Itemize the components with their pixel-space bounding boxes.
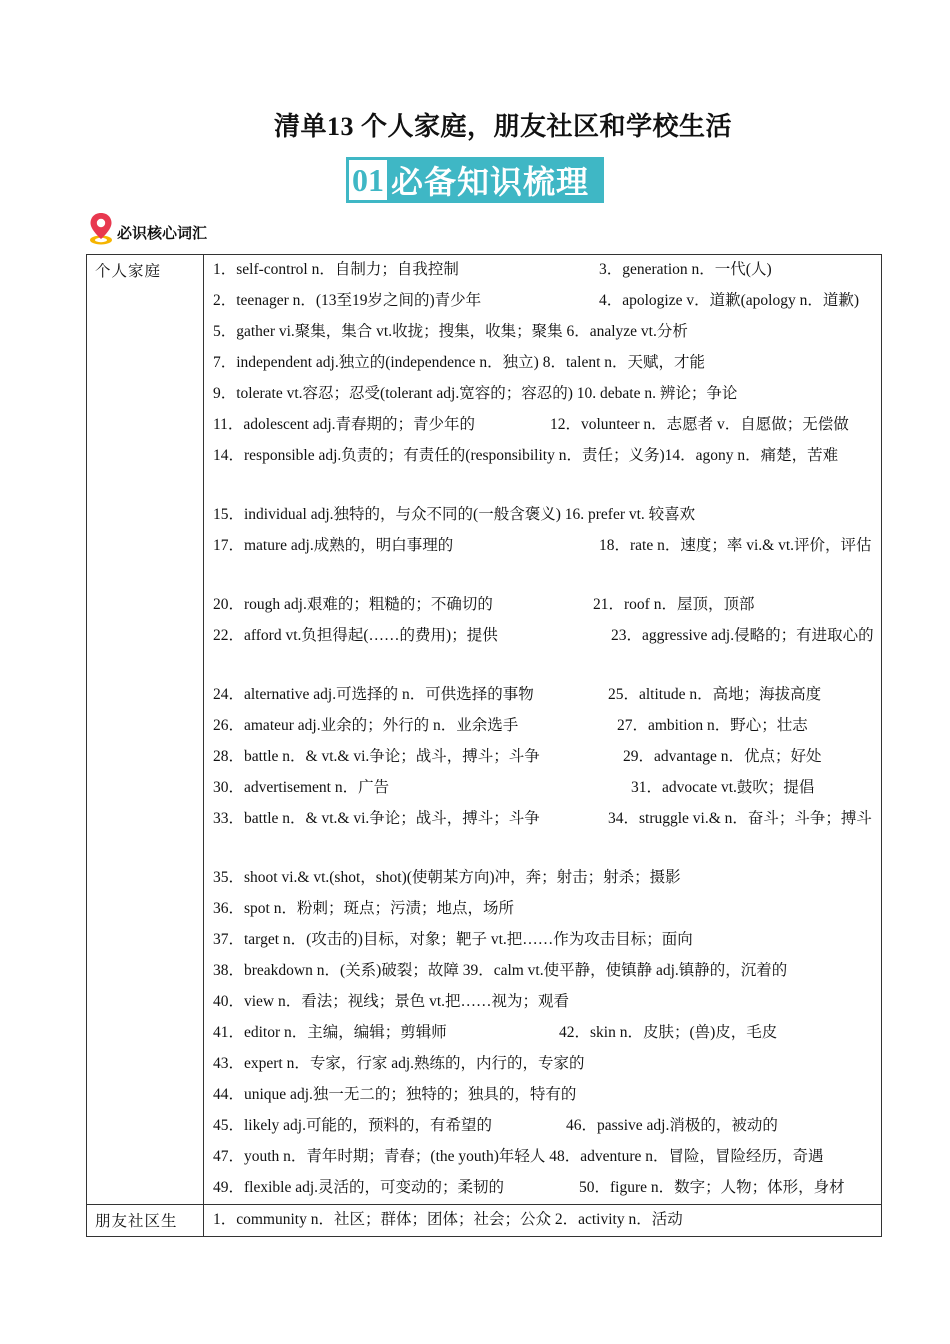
vocab-entry: 15．individual adj.独特的，与众不同的(一般含褒义) 16. prefer vt. 较喜欢	[213, 506, 696, 523]
vocab-entry: 47．youth n．青年时期；青春；(the youth)年轻人 48．adventure n．冒险，冒险经历，奇遇	[213, 1148, 824, 1165]
banner-number: 01	[349, 160, 387, 200]
vocab-entry: 28．battle n．& vt.& vi.争论；战斗，搏斗；斗争	[213, 748, 540, 765]
vocab-entry: 17．mature adj.成熟的，明白事理的	[213, 537, 454, 554]
vocab-entry: 7．independent adj.独立的(independence n．独立) 8．talent n．天赋，才能	[213, 354, 706, 371]
vocab-entry: 14．responsible adj.负责的；有责任的(responsibility n．责任；义务)14．agony n．痛楚，苦难	[213, 447, 839, 464]
vocab-list	[204, 255, 882, 1205]
vocab-entry: 26．amateur adj.业余的；外行的 n．业余选手	[213, 717, 519, 734]
vocab-list	[204, 1205, 882, 1237]
vocab-entry: 22．afford vt.负担得起(……的费用)；提供	[213, 627, 498, 644]
vocab-entry: 23．aggressive adj.侵略的；有进取心的	[611, 627, 874, 644]
vocab-entry: 40．view n．看法；视线；景色 vt.把……视为；观看	[213, 993, 570, 1010]
vocab-entry: 31．advocate vt.鼓吹；提倡	[631, 779, 815, 796]
vocab-entry: 12．volunteer n．志愿者 v．自愿做；无偿做	[550, 416, 849, 433]
vocab-entry: 44．unique adj.独一无二的；独特的；独具的，特有的	[213, 1086, 577, 1103]
vocab-entry: 37．target n．(攻击的)目标，对象；靶子 vt.把……作为攻击目标；面向	[213, 931, 693, 948]
table-row	[87, 1205, 882, 1237]
page-title: 清单13 个人家庭，朋友社区和学校生活	[273, 112, 732, 141]
vocab-entry: 46．passive adj.消极的，被动的	[566, 1117, 778, 1134]
vocab-entry: 27．ambition n．野心；壮志	[617, 717, 808, 734]
section-label: 必识核心词汇	[117, 224, 208, 242]
category-cell: 个人家庭	[87, 255, 204, 1205]
banner-text: 必备知识梳理	[391, 163, 590, 201]
vocab-entry: 34．struggle vi.& n．奋斗；斗争；搏斗	[608, 810, 872, 827]
vocab-entry: 18．rate n．速度；率 vi.& vt.评价，评估	[599, 537, 872, 554]
vocab-entry: 30．advertisement n．广告	[213, 779, 390, 796]
vocab-entry: 42．skin n．皮肤；(兽)皮，毛皮	[559, 1024, 778, 1041]
vocab-entry: 41．editor n．主编，编辑；剪辑师	[213, 1024, 447, 1041]
vocab-entry: 1．self-control n．自制力；自我控制	[213, 261, 459, 278]
vocab-entry: 29．advantage n．优点；好处	[623, 748, 822, 765]
vocab-entry: 25．altitude n．高地；海拔高度	[608, 686, 822, 703]
vocab-entry: 45．likely adj.可能的，预料的，有希望的	[213, 1117, 492, 1134]
vocab-entry: 50．figure n．数字；人物；体形，身材	[579, 1179, 845, 1196]
location-pin-icon	[88, 212, 114, 246]
vocab-entry: 24．alternative adj.可选择的 n．可供选择的事物	[213, 686, 534, 703]
vocab-entry: 4．apologize v．道歉(apology n．道歉)	[599, 292, 860, 309]
vocab-entry: 2．teenager n．(13至19岁之间的)青少年	[213, 292, 482, 309]
vocab-entry: 21．roof n．屋顶，顶部	[593, 596, 755, 613]
vocab-entry: 38．breakdown n．(关系)破裂；故障 39．calm vt.使平静，使镇静 adj.镇静的，沉着的	[213, 962, 788, 979]
section-banner	[346, 157, 604, 203]
vocab-entry: 49．flexible adj.灵活的，可变动的；柔韧的	[213, 1179, 505, 1196]
vocab-entry: 5．gather vi.聚集，集合 vt.收拢；搜集，收集；聚集 6．analyze vt.分析	[213, 323, 688, 340]
vocab-entry: 33．battle n．& vt.& vi.争论；战斗，搏斗；斗争	[213, 810, 540, 827]
vocab-entry: 43．expert n．专家，行家 adj.熟练的，内行的，专家的	[213, 1055, 585, 1072]
vocab-entry: 1．community n．社区；群体；团体；社会；公众 2．activity n．活动	[213, 1211, 683, 1228]
vocab-entry: 36．spot n．粉刺；斑点；污渍；地点，场所	[213, 900, 514, 917]
vocab-entry: 9．tolerate vt.容忍；忍受(tolerant adj.宽容的；容忍的) 10. debate n. 辨论；争论	[213, 385, 738, 402]
vocab-entry: 11．adolescent adj.青春期的；青少年的	[213, 416, 476, 433]
vocab-entry: 20．rough adj.艰难的；粗糙的；不确切的	[213, 596, 493, 613]
section-heading	[88, 212, 207, 246]
category-cell: 朋友社区生	[87, 1205, 204, 1237]
vocabulary-table	[86, 254, 882, 1237]
table-row	[87, 255, 882, 1205]
vocab-entry: 35．shoot vi.& vt.(shot，shot)(使朝某方向)冲，奔；射击；射杀；摄影	[213, 869, 681, 886]
vocab-entry: 3．generation n．一代(人)	[599, 261, 772, 278]
